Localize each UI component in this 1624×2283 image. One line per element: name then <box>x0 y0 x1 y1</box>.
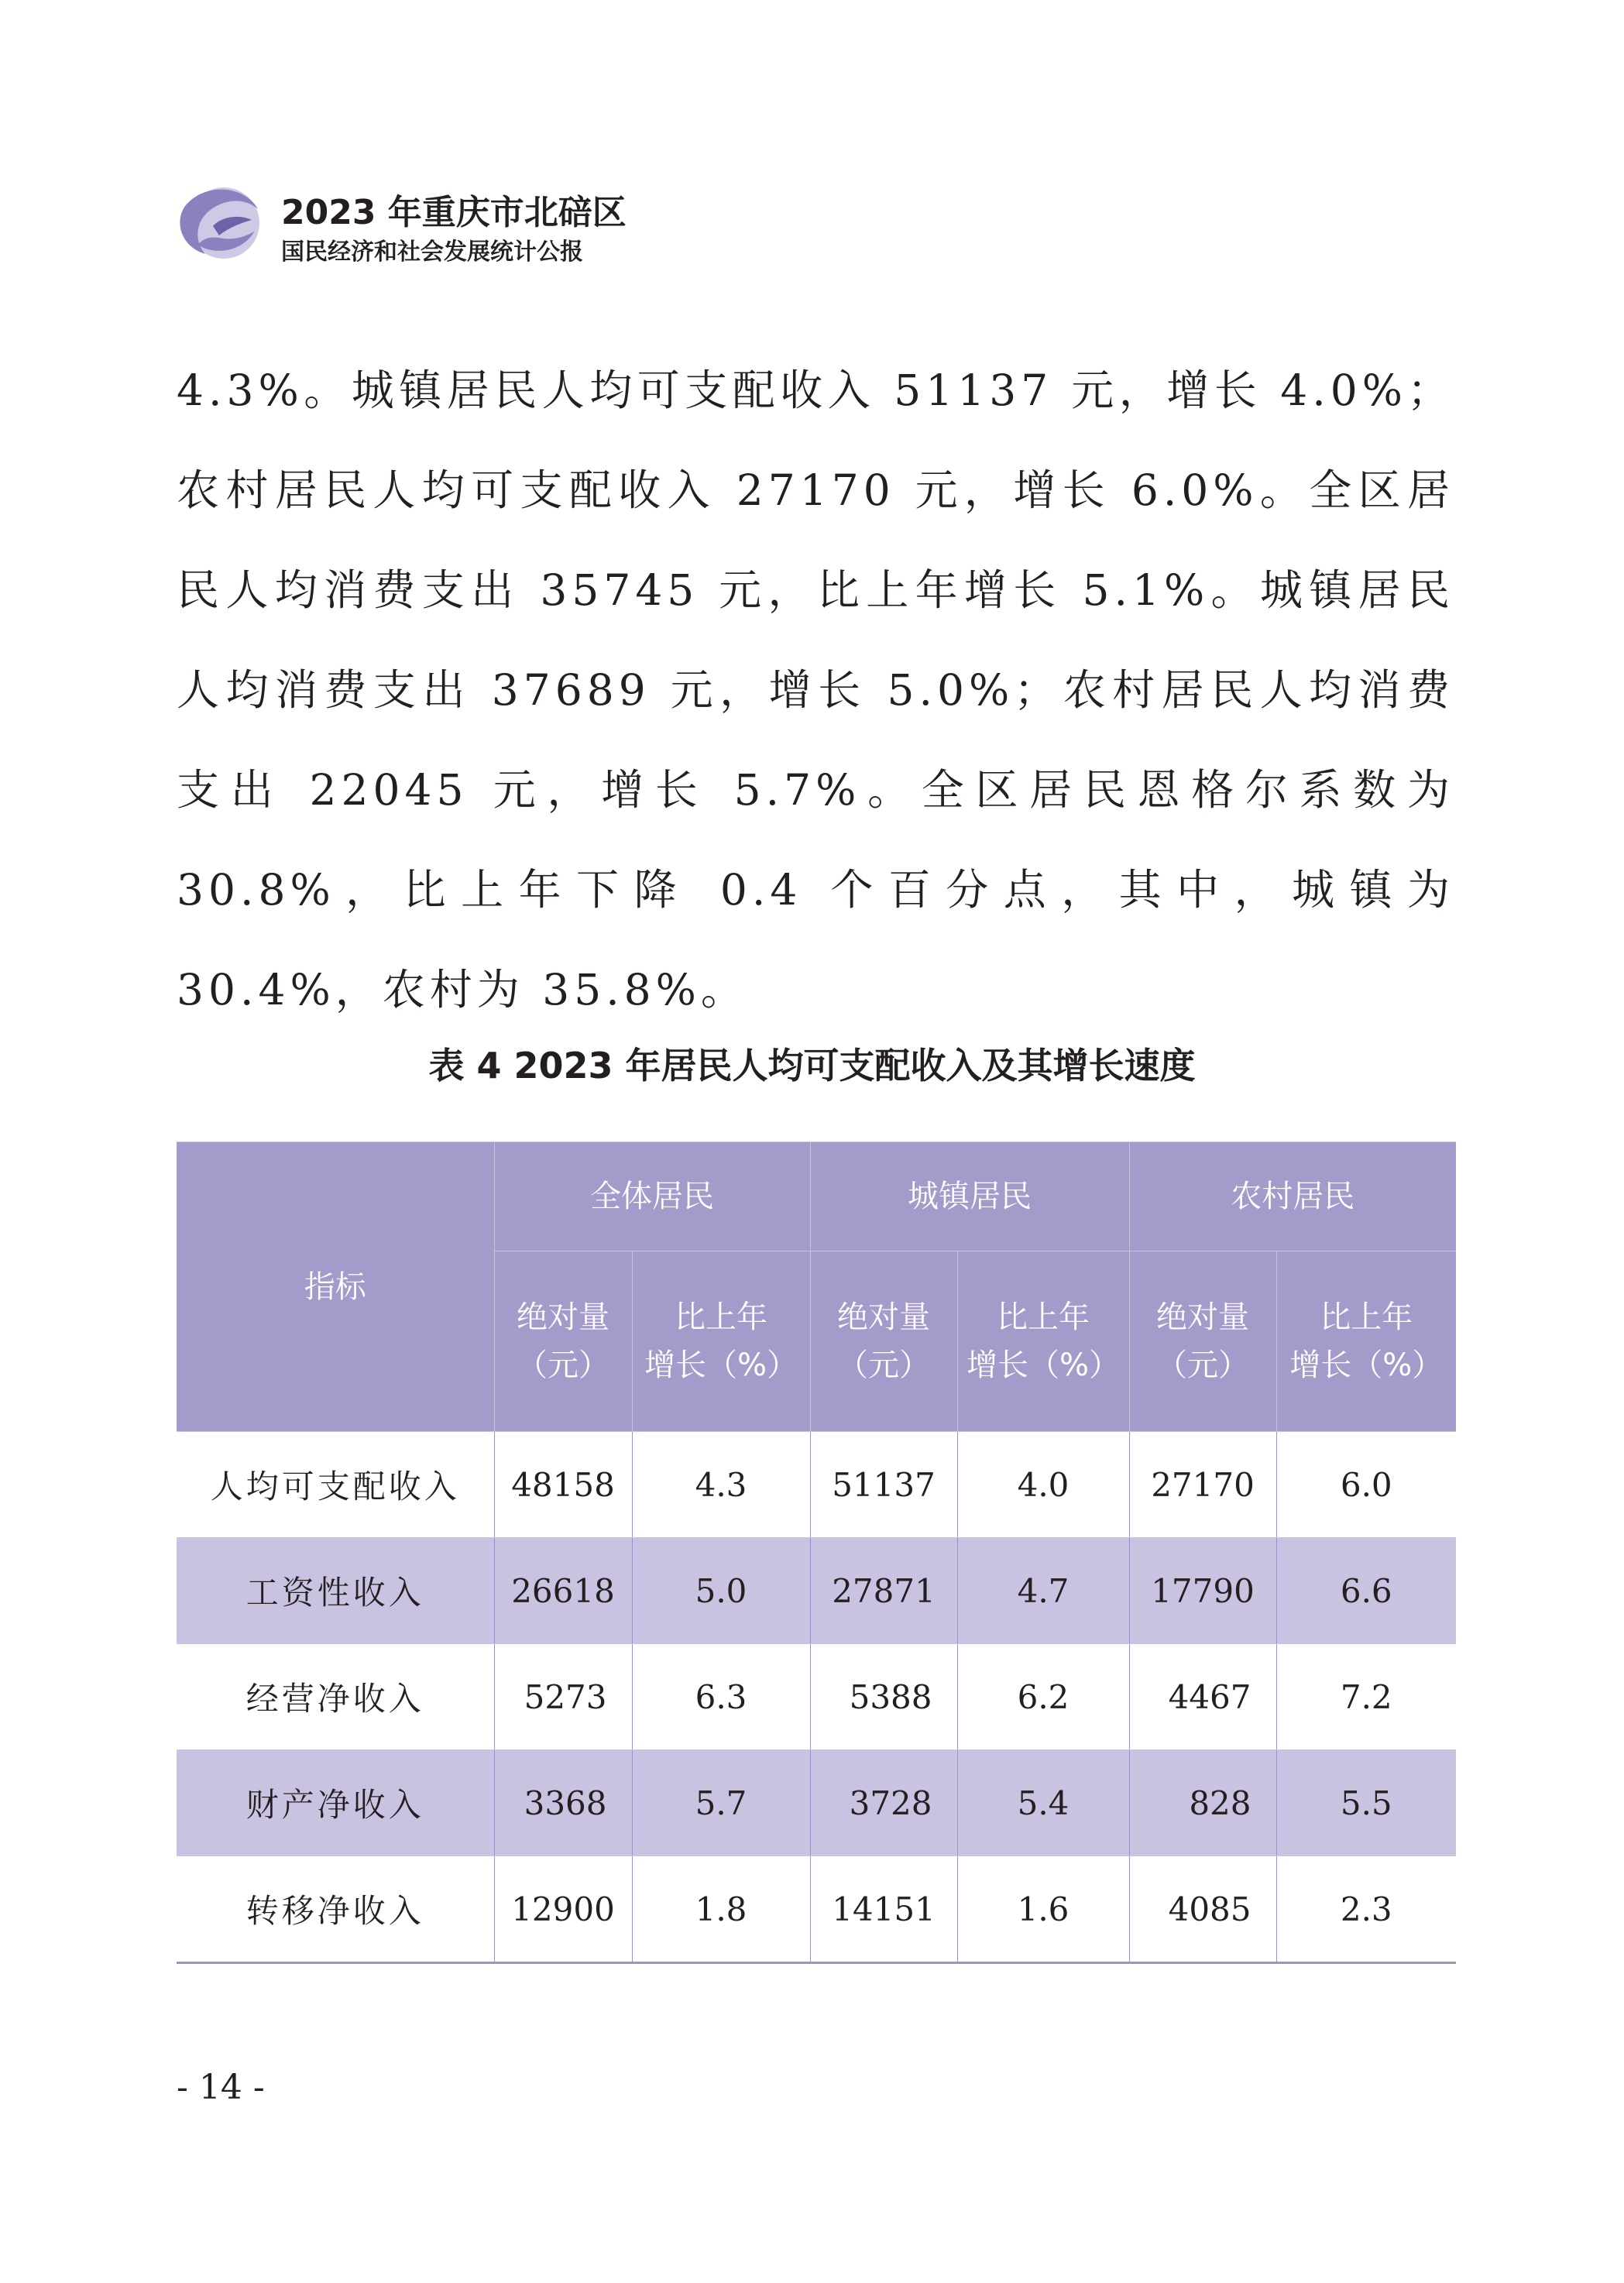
cell-value: 6.3 <box>632 1644 810 1750</box>
cell-value: 7.2 <box>1276 1644 1456 1750</box>
group-header-rural: 农村居民 <box>1129 1142 1456 1251</box>
subheader-growth: 比上年 增长（%） <box>632 1251 810 1432</box>
cell-value: 828 <box>1129 1750 1276 1856</box>
row-label: 经营净收入 <box>177 1644 494 1750</box>
cell-value: 1.8 <box>632 1856 810 1963</box>
row-label: 财产净收入 <box>177 1750 494 1856</box>
cell-value: 27170 <box>1129 1432 1276 1538</box>
cell-value: 5.0 <box>632 1538 810 1644</box>
cell-value: 5.4 <box>957 1750 1129 1856</box>
table-row <box>177 1856 1456 1963</box>
group-header-urban: 城镇居民 <box>810 1142 1129 1251</box>
group-header-all: 全体居民 <box>494 1142 810 1251</box>
cell-value: 5.5 <box>1276 1750 1456 1856</box>
cell-value: 4.3 <box>632 1432 810 1538</box>
cell-value: 6.2 <box>957 1644 1129 1750</box>
indicator-header: 指标 <box>177 1142 494 1432</box>
table-row <box>177 1538 1456 1644</box>
income-table <box>177 1142 1456 1964</box>
subheader-growth: 比上年 增长（%） <box>1276 1251 1456 1432</box>
cell-value: 4085 <box>1129 1856 1276 1963</box>
cell-value: 4.0 <box>957 1432 1129 1538</box>
cell-value: 12900 <box>494 1856 632 1963</box>
table-row <box>177 1644 1456 1750</box>
subheader-growth: 比上年 增长（%） <box>957 1251 1129 1432</box>
cell-value: 14151 <box>810 1856 957 1963</box>
header-title-line2: 国民经济和社会发展统计公报 <box>281 239 583 266</box>
cell-value: 5.7 <box>632 1750 810 1856</box>
cell-value: 26618 <box>494 1538 632 1644</box>
subheader-absolute: 绝对量 （元） <box>494 1251 632 1432</box>
cell-value: 6.0 <box>1276 1432 1456 1538</box>
cell-value: 17790 <box>1129 1538 1276 1644</box>
header-title-line1: 2023 年重庆市北碚区 <box>281 193 627 232</box>
cell-value: 27871 <box>810 1538 957 1644</box>
cell-value: 5388 <box>810 1644 957 1750</box>
cell-value: 2.3 <box>1276 1856 1456 1963</box>
cell-value: 3728 <box>810 1750 957 1856</box>
cell-value: 4.7 <box>957 1538 1129 1644</box>
cell-value: 5273 <box>494 1644 632 1750</box>
cell-value: 3368 <box>494 1750 632 1856</box>
table-row <box>177 1432 1456 1538</box>
cell-value: 48158 <box>494 1432 632 1538</box>
statistics-bureau-logo-icon <box>174 180 264 269</box>
cell-value: 6.6 <box>1276 1538 1456 1644</box>
table-header-row <box>177 1142 1456 1251</box>
body-paragraph: 4.3%。城镇居民人均可支配收入 51137 元，增长 4.0%；农村居民人均可支配收入 27170 元，增长 6.0%。全区居民人均消费支出 35745 元，比上年增长 5.1%。城镇居民人均消费支出 37689 元，增长 5.0%；农村居民人均消费支出 22045 元，增长 5.7%。全区居民恩格尔系数为 30.8%，比上年下降 0.4 个百分点，其中，城镇为 30.4%，农村为 35.8%。 <box>177 366 1454 1014</box>
subheader-absolute: 绝对量 （元） <box>810 1251 957 1432</box>
table-row <box>177 1750 1456 1856</box>
row-label: 转移净收入 <box>177 1856 494 1963</box>
page-number: - 14 - <box>177 2068 265 2107</box>
cell-value: 4467 <box>1129 1644 1276 1750</box>
table-title: 表 4 2023 年居民人均可支配收入及其增长速度 <box>428 1045 1196 1087</box>
row-label: 人均可支配收入 <box>177 1432 494 1538</box>
cell-value: 51137 <box>810 1432 957 1538</box>
row-label: 工资性收入 <box>177 1538 494 1644</box>
subheader-absolute: 绝对量 （元） <box>1129 1251 1276 1432</box>
cell-value: 1.6 <box>957 1856 1129 1963</box>
